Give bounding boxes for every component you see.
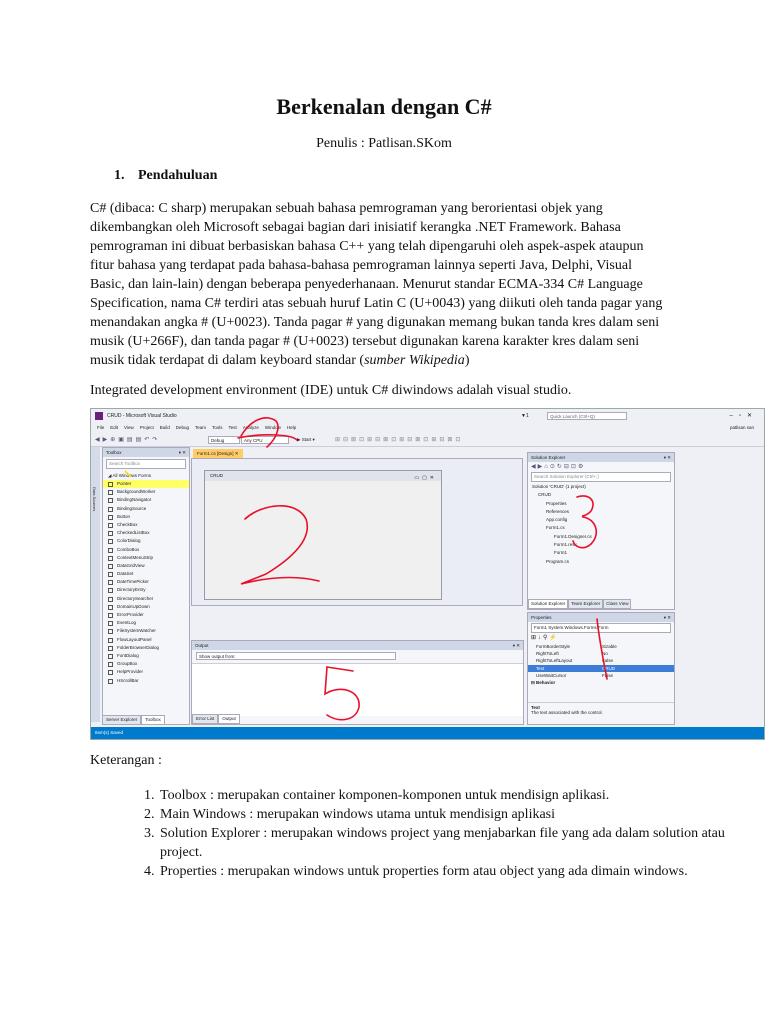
toolbox-item-label: DomainUpDown bbox=[117, 603, 150, 609]
solution-tree-item[interactable] bbox=[528, 516, 674, 524]
toolbox-item-label: DateTimePicker bbox=[117, 579, 149, 585]
form-preview[interactable] bbox=[204, 470, 442, 600]
solution-tree-label: Program.cs bbox=[546, 558, 570, 564]
property-value: CRUD bbox=[602, 665, 615, 671]
solution-explorer-pane bbox=[527, 452, 675, 610]
start-button[interactable]: ▶ Start ▾ bbox=[297, 437, 315, 442]
control-icon bbox=[108, 523, 113, 528]
control-icon bbox=[108, 613, 113, 618]
section-heading bbox=[114, 168, 217, 184]
toolbox-item-label: HScrollBar bbox=[117, 677, 139, 683]
control-icon bbox=[108, 564, 113, 569]
window-controls[interactable]: –▫✕ bbox=[729, 413, 758, 419]
keterangan-list bbox=[90, 786, 738, 881]
output-tabs bbox=[192, 714, 240, 724]
toolbox-item[interactable] bbox=[103, 505, 189, 513]
property-value: False bbox=[602, 658, 614, 664]
toolbox-item-label: FontDialog bbox=[117, 652, 139, 658]
toolbox-item-label: FlowLayoutPanel bbox=[117, 636, 152, 642]
status-bar: Item(s) Saved bbox=[91, 727, 764, 739]
toolbox-item-label: ColorDialog bbox=[117, 538, 141, 544]
toolbox-item[interactable] bbox=[103, 627, 189, 635]
intro-paragraph-end: ) bbox=[464, 353, 470, 368]
property-name: RightToLeftLayout bbox=[536, 658, 573, 664]
properties-title: Properties bbox=[531, 615, 552, 620]
control-icon bbox=[108, 646, 113, 651]
solution-tree-label: Form1.resx bbox=[554, 542, 577, 548]
tab-form1-design[interactable]: Form1.cs [Design] ✕ bbox=[193, 449, 243, 458]
solution-tree-label: App.config bbox=[546, 517, 568, 523]
toolbox-item-label: ComboBox bbox=[117, 546, 140, 552]
menu-item[interactable]: Tools bbox=[212, 425, 223, 430]
solution-tree-label: References bbox=[546, 508, 570, 514]
control-icon bbox=[108, 670, 113, 675]
quick-launch-input[interactable]: Quick Launch (Ctrl+Q) bbox=[547, 412, 627, 420]
solution-explorer-title: Solution Explorer bbox=[531, 455, 566, 460]
solution-tree-item[interactable] bbox=[528, 524, 674, 532]
toolbox-item[interactable] bbox=[103, 586, 189, 594]
control-icon bbox=[108, 531, 113, 536]
toolbox-item-label: DataSet bbox=[117, 571, 134, 577]
toolbox-item[interactable] bbox=[103, 595, 189, 603]
menu-item[interactable]: Team bbox=[195, 425, 207, 430]
property-row[interactable] bbox=[528, 665, 674, 672]
control-icon bbox=[108, 539, 113, 544]
form-designer[interactable] bbox=[191, 458, 523, 606]
se-pin-close-icon[interactable]: ▾ ✕ bbox=[663, 455, 671, 460]
solution-tree-label: Properties bbox=[546, 500, 567, 506]
solution-tree-item[interactable] bbox=[528, 508, 674, 516]
window-title: CRUD - Microsoft Visual Studio bbox=[107, 413, 177, 419]
ide-screenshot bbox=[90, 408, 765, 740]
toolbox-item-label: CheckedListBox bbox=[117, 530, 150, 536]
property-description bbox=[528, 702, 674, 724]
solution-tree-label: CRUD bbox=[538, 492, 551, 498]
toolbox-item[interactable] bbox=[103, 537, 189, 545]
form-window-controls-icon: ▭▢✕ bbox=[414, 475, 437, 481]
intro-paragraph-text: C# (dibaca: C sharp) merupakan sebuah bahasa pemrograman yang berorientasi objek yang dikembangkan oleh Microsoft sebagai bagian dari inisiatif kerangka .NET Framework. Bahasa pemrograman ini dibuat berbasiskan bahasa C++ yang telah dipengaruhi oleh aspek-aspek ataupun fitur bahasa yang terdapat pada bahasa-bahasa pemrograman lainnya seperti Java, Delphi, Visual Basic, dan lain-lain) dengan beberapa penyederhanaan. Menurut standar ECMA-334 C# Language Specification, nama C# terdiri atas sebuah huruf Latin C (U+0043) yang diikuti oleh tanda pagar yang menandakan angka # (U+0023). Tanda pagar # yang digunakan memang bukan tanda kres dalam seni musik (U+266F), dan tanda pagar # (U+0023) tersebut digunakan karena karakter kres dalam seni musik tidak terdapat di dalam keyboard standar ( bbox=[90, 201, 663, 368]
data-sources-tab[interactable] bbox=[91, 447, 100, 722]
solution-tree-item[interactable] bbox=[528, 541, 674, 549]
solution-tabs bbox=[528, 599, 631, 609]
toolbox-item[interactable] bbox=[103, 677, 189, 685]
toolbox-item[interactable] bbox=[103, 554, 189, 562]
toolbox-item-label: ErrorProvider bbox=[117, 612, 144, 617]
pane-pin-close-icon[interactable]: ▾ ✕ bbox=[178, 450, 186, 455]
solution-tree-label: Solution 'CRUD' (1 project) bbox=[532, 484, 586, 489]
control-icon bbox=[108, 629, 113, 634]
properties-pane bbox=[527, 612, 675, 725]
toolbox-item[interactable] bbox=[103, 644, 189, 652]
document-title: Berkenalan dengan C# bbox=[276, 94, 492, 119]
menu-bar bbox=[91, 423, 764, 433]
solution-tree-label: Form1 bbox=[554, 550, 568, 556]
property-name: Text bbox=[536, 665, 545, 671]
menu-item[interactable]: Test bbox=[228, 425, 237, 430]
toolbox-item[interactable] bbox=[103, 652, 189, 660]
output-body bbox=[192, 663, 523, 716]
toolbox-group[interactable]: ◢ All Windows Forms bbox=[108, 473, 151, 478]
toolbar-icons[interactable]: ◀▶⊕▣▤▤↶↷ bbox=[95, 437, 161, 443]
toolbox-item-label: GroupBox bbox=[117, 661, 138, 667]
tab-class-view[interactable]: Class View bbox=[603, 599, 631, 609]
property-name: FormBorderStyle bbox=[536, 644, 571, 649]
source-citation: sumber Wikipedia bbox=[364, 353, 465, 368]
toolbox-item-label: HelpProvider bbox=[117, 669, 144, 675]
control-icon bbox=[108, 597, 113, 602]
toolbox-item[interactable] bbox=[103, 513, 189, 521]
toolbox-item[interactable] bbox=[103, 521, 189, 529]
control-icon bbox=[108, 482, 113, 487]
property-description-text: The text associated with the control. bbox=[531, 710, 603, 715]
menu-item[interactable]: Window bbox=[264, 425, 281, 430]
solution-tree-label: Form1.Designer.cs bbox=[554, 533, 592, 539]
control-icon bbox=[108, 588, 113, 593]
solution-tree-item[interactable] bbox=[528, 558, 674, 566]
menu-item[interactable]: Debug bbox=[175, 425, 190, 430]
output-pane bbox=[191, 640, 524, 725]
solution-explorer-header bbox=[528, 453, 674, 462]
solution-tree-item[interactable] bbox=[528, 500, 674, 508]
toolbox-pane bbox=[102, 447, 190, 725]
ide-paragraph: Integrated development environment (IDE) untuk C# diwindows adalah visual studio. bbox=[90, 383, 572, 398]
doc-tab-label: Form1.cs [Design] bbox=[197, 451, 234, 456]
output-title: Output bbox=[195, 643, 209, 648]
control-icon bbox=[108, 490, 113, 495]
properties-category[interactable]: ⊟ Behavior bbox=[531, 679, 556, 685]
list-item: 1. Toolbox : merupakan container komponen-komponen untuk mendisign aplikasi. bbox=[158, 786, 738, 805]
toolbox-item-label: DataGridView bbox=[117, 562, 145, 568]
property-value: Sizable bbox=[602, 644, 617, 649]
list-item: 3. Solution Explorer : merupakan windows project yang menjabarkan file yang ada dalam solution atau project. bbox=[158, 824, 738, 862]
output-source-select[interactable] bbox=[196, 652, 396, 660]
toolbox-item[interactable] bbox=[103, 529, 189, 537]
toolbox-item[interactable] bbox=[103, 496, 189, 504]
control-icon bbox=[108, 605, 113, 610]
toolbox-item[interactable] bbox=[103, 570, 189, 578]
toolbox-item-label: Button bbox=[117, 513, 131, 519]
keterangan-heading: Keterangan : bbox=[90, 753, 162, 768]
tab-server-explorer[interactable]: Server Explorer bbox=[102, 715, 141, 725]
property-name: UseWaitCursor bbox=[536, 672, 567, 678]
toolbox-item[interactable] bbox=[103, 546, 189, 554]
toolbox-item[interactable] bbox=[103, 611, 189, 619]
property-description-title: Text bbox=[531, 705, 540, 710]
toolbox-item-label: BindingSource bbox=[117, 505, 147, 511]
solution-explorer-toolbar-icons[interactable]: ◀▶⌂⊙↻⊟⊡⚙ bbox=[531, 464, 586, 470]
solution-search-input[interactable]: Search Solution Explorer (Ctrl+;) bbox=[531, 472, 671, 482]
property-row[interactable] bbox=[528, 643, 674, 650]
menu-item[interactable]: Help bbox=[286, 425, 297, 430]
control-icon bbox=[108, 654, 113, 659]
control-icon bbox=[108, 621, 113, 626]
tab-toolbox[interactable]: Toolbox bbox=[141, 715, 165, 725]
output-show-from-label: Show output from: bbox=[199, 654, 236, 659]
start-label: Start bbox=[301, 437, 312, 442]
solution-tree-item[interactable] bbox=[528, 483, 674, 491]
toolbox-item-label: FileSystemWatcher bbox=[117, 628, 156, 634]
property-value: No bbox=[602, 651, 608, 657]
toolbox-item-label: FolderBrowserDialog bbox=[117, 644, 160, 650]
menu-item[interactable]: Build bbox=[159, 425, 170, 430]
properties-toolbar-icons[interactable]: ⊞↓⚲⚡ bbox=[531, 635, 559, 641]
toolbox-item-label: BackgroundWorker bbox=[117, 489, 156, 495]
layout-toolbar-icons[interactable]: ⊞⊟⊠⊡⊞⊟⊠⊡⊞⊟⊠⊡⊞⊟⊠⊡ bbox=[335, 437, 464, 443]
tab-error-list[interactable]: Error List bbox=[192, 714, 218, 724]
solution-tree-item[interactable] bbox=[528, 549, 674, 557]
tab-output[interactable]: Output bbox=[218, 714, 240, 724]
form-title: CRUD bbox=[210, 473, 223, 478]
form-titlebar bbox=[205, 471, 441, 481]
list-item: 4. Properties : merupakan windows untuk properties form atau object yang ada dimain windows. bbox=[158, 862, 738, 881]
toolbox-header bbox=[103, 448, 189, 457]
data-sources-label: Data Sources bbox=[92, 487, 97, 512]
solution-tree-label: Form1.cs bbox=[546, 525, 565, 531]
toolbox-item-label: DirectorySearcher bbox=[117, 595, 154, 601]
section-number: 1. bbox=[114, 168, 125, 183]
toolbox-item[interactable] bbox=[103, 480, 189, 488]
control-icon bbox=[108, 548, 113, 553]
control-icon bbox=[108, 580, 113, 585]
section-title: Pendahuluan bbox=[138, 168, 218, 183]
toolbox-search-input[interactable]: Search Toolbox bbox=[106, 459, 186, 469]
property-row[interactable] bbox=[528, 672, 674, 679]
toolbox-item[interactable] bbox=[103, 488, 189, 496]
author-line: Penulis : Patlisan.SKom bbox=[316, 136, 452, 151]
visual-studio-logo-icon bbox=[95, 412, 103, 420]
property-name: RightToLeft bbox=[536, 651, 559, 657]
output-header bbox=[192, 641, 523, 650]
toolbox-item-label: BindingNavigator bbox=[117, 497, 152, 503]
intro-paragraph bbox=[90, 199, 666, 370]
toolbox-item[interactable] bbox=[103, 603, 189, 611]
toolbox-item[interactable] bbox=[103, 562, 189, 570]
control-icon bbox=[108, 679, 113, 684]
toolbox-item[interactable] bbox=[103, 668, 189, 676]
menu-item[interactable]: File bbox=[97, 425, 105, 430]
control-icon bbox=[108, 507, 113, 512]
menu-item[interactable]: Project bbox=[139, 425, 154, 430]
menu-item[interactable]: View bbox=[124, 425, 134, 430]
property-row[interactable] bbox=[528, 657, 674, 664]
control-icon bbox=[108, 662, 113, 667]
tab-team-explorer[interactable]: Team Explorer bbox=[568, 599, 603, 609]
toolbox-item[interactable] bbox=[103, 660, 189, 668]
list-item: 2. Main Windows : merupakan windows utama untuk mendisign aplikasi bbox=[158, 805, 738, 824]
menu-item[interactable]: Edit bbox=[110, 425, 119, 430]
control-icon bbox=[108, 515, 113, 520]
platform-dropdown[interactable]: Any CPU bbox=[241, 436, 289, 444]
tab-solution-explorer[interactable]: Solution Explorer bbox=[528, 599, 568, 609]
toolbox-item[interactable] bbox=[103, 636, 189, 644]
properties-header bbox=[528, 613, 674, 622]
notification-flag-icon[interactable]: ▼1 bbox=[521, 413, 529, 419]
properties-object-select[interactable]: Form1 System.Windows.Forms.Form bbox=[531, 623, 671, 633]
menu-item[interactable]: Analyze bbox=[242, 425, 259, 430]
toolbox-group-label: All Windows Forms bbox=[112, 473, 151, 478]
toolbox-item-label: EventLog bbox=[117, 620, 137, 626]
props-pin-close-icon[interactable]: ▾ ✕ bbox=[663, 615, 671, 620]
toolbox-item[interactable] bbox=[103, 619, 189, 627]
property-value: False bbox=[602, 672, 614, 678]
control-icon bbox=[108, 556, 113, 561]
output-pin-close-icon[interactable]: ▾ ✕ bbox=[512, 643, 520, 648]
control-icon bbox=[108, 638, 113, 643]
toolbox-tabs bbox=[102, 715, 165, 723]
control-icon bbox=[108, 498, 113, 503]
toolbox-title: Toolbox bbox=[106, 450, 122, 455]
properties-category-label: Behavior bbox=[536, 679, 556, 685]
toolbox-item-label: ContextMenuStrip bbox=[117, 554, 154, 560]
configuration-dropdown[interactable]: Debug bbox=[208, 436, 240, 444]
property-row[interactable] bbox=[528, 650, 674, 657]
notification-count: 1 bbox=[525, 413, 529, 419]
toolbox-item[interactable] bbox=[103, 578, 189, 586]
solution-tree-item[interactable] bbox=[528, 491, 674, 499]
vs-titlebar bbox=[91, 409, 764, 423]
toolbox-item-label: Pointer bbox=[117, 481, 132, 486]
solution-tree-item[interactable] bbox=[528, 533, 674, 541]
toolbox-item-label: CheckBox bbox=[117, 521, 138, 527]
toolbox-item-label: DirectoryEntry bbox=[117, 587, 146, 593]
user-account[interactable]: patlisan san bbox=[729, 425, 754, 430]
control-icon bbox=[108, 572, 113, 577]
